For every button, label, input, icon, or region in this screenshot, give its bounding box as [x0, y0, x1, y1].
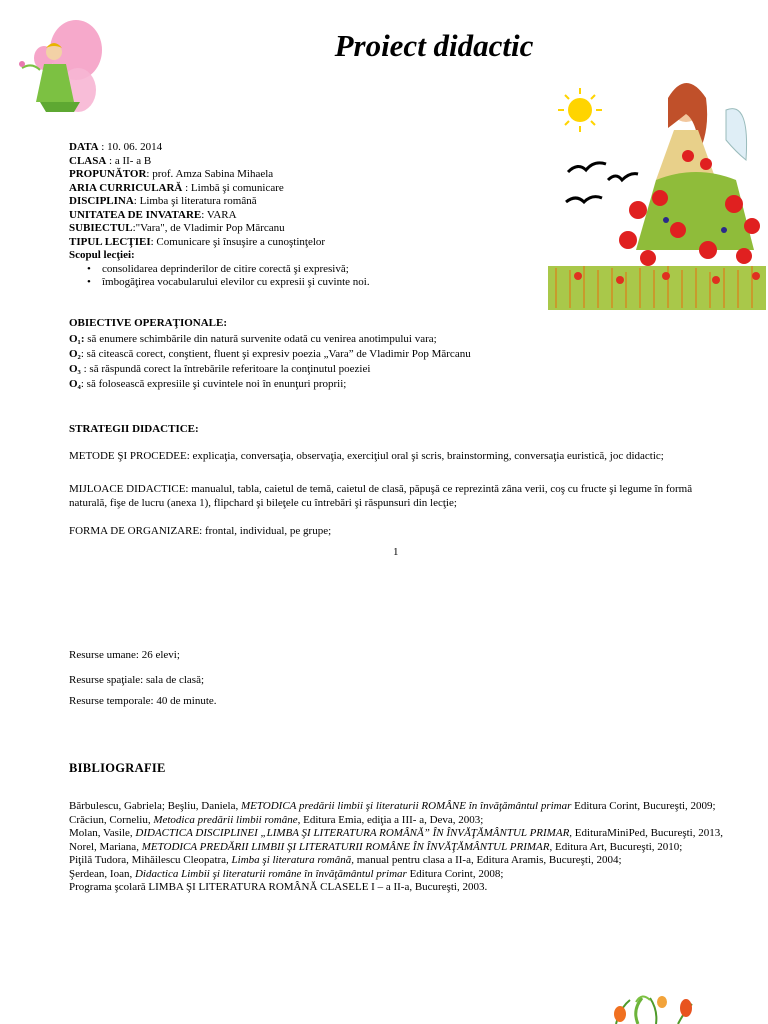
objective-2 [69, 348, 471, 362]
list-item: • consolidarea deprinderilor de citire corectă şi expresivă; [87, 263, 549, 277]
bib-author: Piţilă Tudora, Mihăilescu Cleopatra, [69, 854, 232, 866]
info-row-unitatea [69, 209, 549, 223]
bib-author: Norel, Mariana, [69, 840, 142, 853]
clasa-value: : a II- a B [106, 154, 152, 167]
unitatea-label: UNITATEA DE INVATARE [69, 208, 202, 221]
bibliography-entry: Programa şcolară LIMBA ŞI LITERATURA ROMÂNĂ CLASELE I – a II-a, Bucureşti, 2003. [69, 881, 488, 893]
bibliography-entry [69, 854, 739, 868]
page-title: Proiect didactic [334, 28, 534, 63]
data-value: : 10. 06. 2014 [98, 141, 163, 153]
bib-author: Şerdean, Ioan, [69, 867, 135, 880]
bibliography-entry [69, 868, 739, 882]
resources-temporal: Resurse temporale: 40 de minute. [69, 695, 217, 707]
objectives-heading: OBIECTIVE OPERAŢIONALE: [69, 317, 228, 329]
tulips-illustration [596, 992, 706, 1024]
info-row-data [69, 141, 549, 155]
scopul-list [69, 263, 549, 290]
bib-publisher: Editura Corint, 2008; [406, 867, 504, 880]
bib-publisher: manual pentru clasa a II-a, Editura Aramis, Bucureşti, 2004; [354, 854, 622, 866]
bibliography-list [69, 800, 739, 895]
info-row-subiectul [69, 222, 549, 236]
info-row-disciplina [69, 195, 549, 209]
objective-text: : să citească corect, conştient, fluent şi expresiv poezia „Vara” de Vladimir Pop Mărcanu [80, 348, 471, 360]
lesson-info [69, 141, 549, 290]
propunator-label: PROPUNĂTOR [69, 168, 147, 180]
bib-title: Limba şi literatura română, [231, 854, 354, 866]
clasa-label: CLASA [69, 154, 107, 167]
bib-title: Didactica Limbii şi literaturii române în învăţământul primar [134, 867, 407, 880]
methods-text: METODE ŞI PROCEDEE: explicaţia, conversaţia, observaţia, exerciţiul oral şi scris, brainstorming, conversaţia euristică, joc didactic; [69, 450, 664, 462]
subiectul-value: :"Vara", de Vladimir Pop Mărcanu [132, 222, 285, 234]
objective-code: O₁: [69, 333, 85, 345]
page-number: 1 [393, 546, 399, 558]
disciplina-label: DISCIPLINA [69, 195, 134, 207]
aria-label: ARIA CURRICULARĂ [69, 181, 183, 194]
didactic-means-text: MIJLOACE DIDACTICE: manualul, tabla, caietul de temă, caietul de clasă, păpuşă ce reprezintă zâna verii, coş cu fructe şi legume în formă naturală, fişe de lucru (anexa 1), flipchard şi bileţele cu întrebări şi răspunsuri din lecţie; [69, 483, 693, 509]
summer-fairy-illustration [548, 80, 766, 310]
objective-1 [69, 333, 437, 347]
bib-publisher: , Editura Emia, ediţia a III- a, Deva, 2003; [297, 813, 484, 826]
scopul-label-text: Scopul lecţiei: [69, 249, 135, 261]
tipul-value: : Comunicare şi însuşire a cunoştinţelor [150, 235, 326, 248]
scopul-label [69, 249, 549, 263]
bib-publisher: Editura Corint, Bucureşti, 2009; [571, 800, 716, 812]
disciplina-value: : Limba şi literatura română [133, 195, 257, 207]
objective-code: O₂ [69, 348, 81, 360]
data-label: DATA [69, 141, 99, 153]
aria-value: : Limbă şi comunicare [182, 181, 284, 194]
bibliography-entry [69, 800, 739, 814]
objective-code: O₄ [69, 378, 81, 390]
objective-4 [69, 378, 346, 392]
bibliography-entry [69, 841, 739, 855]
info-row-propunator [69, 168, 549, 182]
propunator-value: : prof. Amza Sabina Mihaela [146, 168, 274, 180]
objective-text: să enumere schimbările din natură survenite odată cu venirea anotimpului vara; [84, 333, 437, 345]
bib-title: Metodica predării limbii române [153, 813, 298, 826]
objective-text: : să folosească expresiile şi cuvintele noi în enunţuri proprii; [80, 378, 347, 390]
birds-icon [566, 163, 638, 202]
info-row-aria [69, 182, 549, 196]
bib-author: Crăciun, Corneliu, [69, 813, 154, 826]
bibliography-heading: BIBLIOGRAFIE [69, 761, 166, 775]
sun-icon [558, 88, 602, 132]
info-row-clasa [69, 155, 549, 169]
bib-title: METODICA predării limbii şi literaturii ROMÂNE în învăţământul primar [240, 800, 572, 812]
unitatea-value: : VARA [201, 208, 237, 221]
list-item: • îmbogăţirea vocabularului elevilor cu expresii şi cuvinte noi. [87, 276, 549, 290]
objective-code: O₃ [69, 363, 81, 375]
bib-publisher: , Editura Art, Bucureşti, 2010; [549, 840, 683, 853]
bibliography-entry [69, 827, 739, 841]
bib-title: METODICA PREDĂRII LIMBII ŞI LITERATURII ROMÂNE ÎN ÎNVĂŢĂMÂNTUL PRIMAR [141, 840, 550, 853]
tipul-label: TIPUL LECŢIEI [69, 235, 151, 248]
objective-3 [69, 363, 370, 377]
bib-author: Bărbulescu, Gabriela; Beşliu, Daniela, [69, 800, 241, 812]
bib-title: DIDACTICA DISCIPLINEI „LIMBA ŞI LITERATURA ROMÂNĂ” ÎN ÎNVĂŢĂMÂNTUL PRIMAR, [135, 827, 573, 839]
bib-publisher: EdituraMiniPed, Bucureşti, 2013, [572, 827, 723, 839]
objective-text: : să răspundă corect la întrebările referitoare la conţinutul poeziei [80, 363, 371, 375]
strategies-heading: STRATEGII DIDACTICE: [69, 423, 199, 435]
resources-human: Resurse umane: 26 elevi; [69, 649, 180, 661]
bibliography-entry [69, 814, 739, 828]
info-row-tipul [69, 236, 549, 250]
organization-form-text: FORMA DE ORGANIZARE: frontal, individual, pe grupe; [69, 525, 332, 537]
subiectul-label: SUBIECTUL [69, 222, 133, 234]
bib-author: Molan, Vasile, [69, 827, 136, 839]
resources-spatial: Resurse spaţiale: sala de clasă; [69, 674, 205, 686]
